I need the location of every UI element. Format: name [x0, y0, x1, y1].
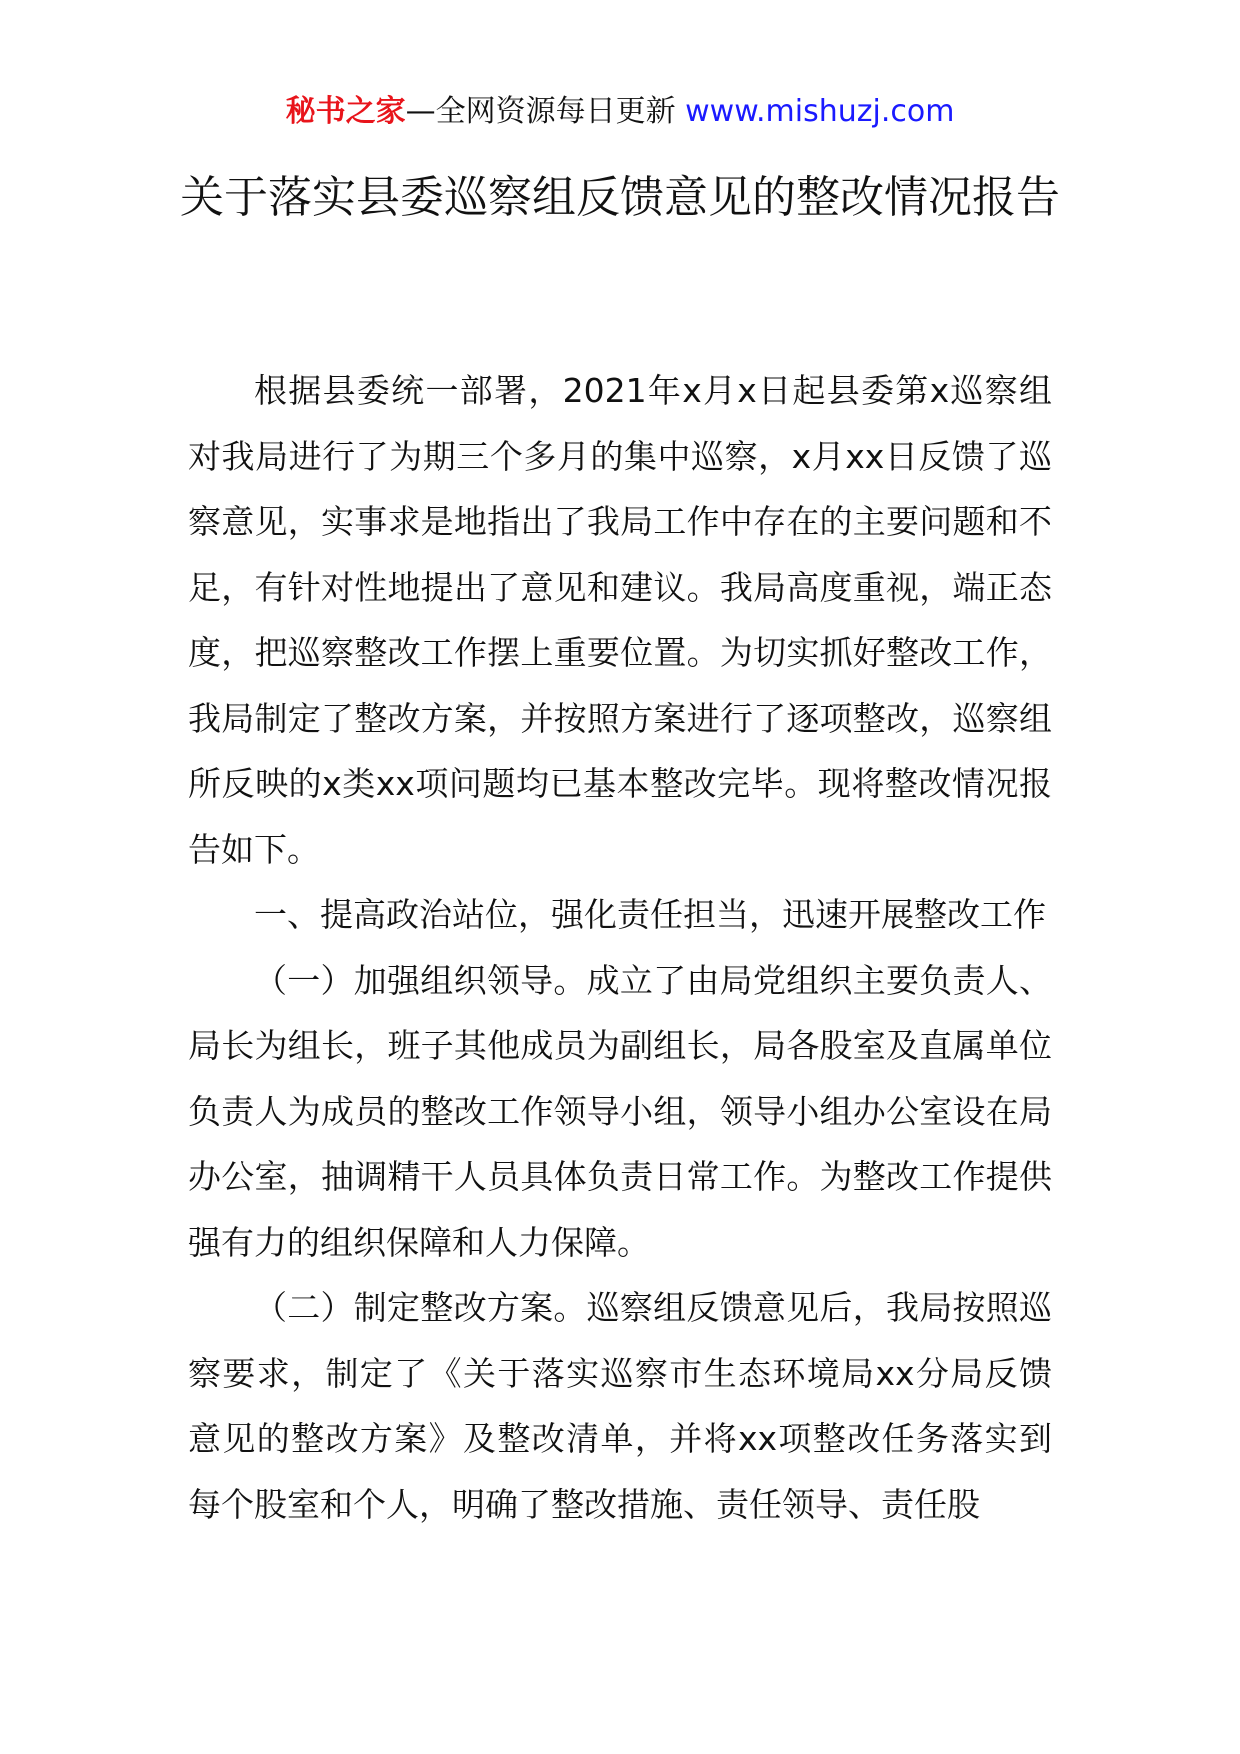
document-title: 关于落实县委巡察组反馈意见的整改情况报告 [180, 172, 1060, 223]
site-banner [0, 92, 1240, 132]
document-body [188, 358, 1052, 1537]
subsection-paragraph-2: （二）制定整改方案。巡察组反馈意见后，我局按照巡察要求，制定了《关于落实巡察市生态环境局xx分局反馈意见的整改方案》及整改清单，并将xx项整改任务落实到每个股室和个人，明确了整改措施、责任领导、责任股 [188, 1288, 1052, 1524]
site-tagline: —全网资源每日更新 [405, 94, 676, 129]
site-url-link[interactable]: www.mishuzj.com [685, 94, 955, 129]
intro-paragraph: 根据县委统一部署，2021年x月x日起县委第x巡察组对我局进行了为期三个多月的集中巡察，x月xx日反馈了巡察意见，实事求是地指出了我局工作中存在的主要问题和不足，有针对性地提出了意见和建议。我局高度重视，端正态度，把巡察整改工作摆上重要位置。为切实抓好整改工作，我局制定了整改方案，并按照方案进行了逐项整改，巡察组所反映的x类xx项问题均已基本整改完毕。现将整改情况报告如下。 [188, 371, 1052, 869]
site-brand: 秘书之家 [285, 94, 406, 129]
subsection-paragraph-1: （一）加强组织领导。成立了由局党组织主要负责人、局长为组长，班子其他成员为副组长，局各股室及直属单位负责人为成员的整改工作领导小组，领导小组办公室设在局办公室，抽调精干人员具体负责日常工作。为整改工作提供强有力的组织保障和人力保障。 [188, 960, 1052, 1262]
section-heading-1: 一、提高政治站位，强化责任担当，迅速开展整改工作 [254, 895, 1046, 934]
